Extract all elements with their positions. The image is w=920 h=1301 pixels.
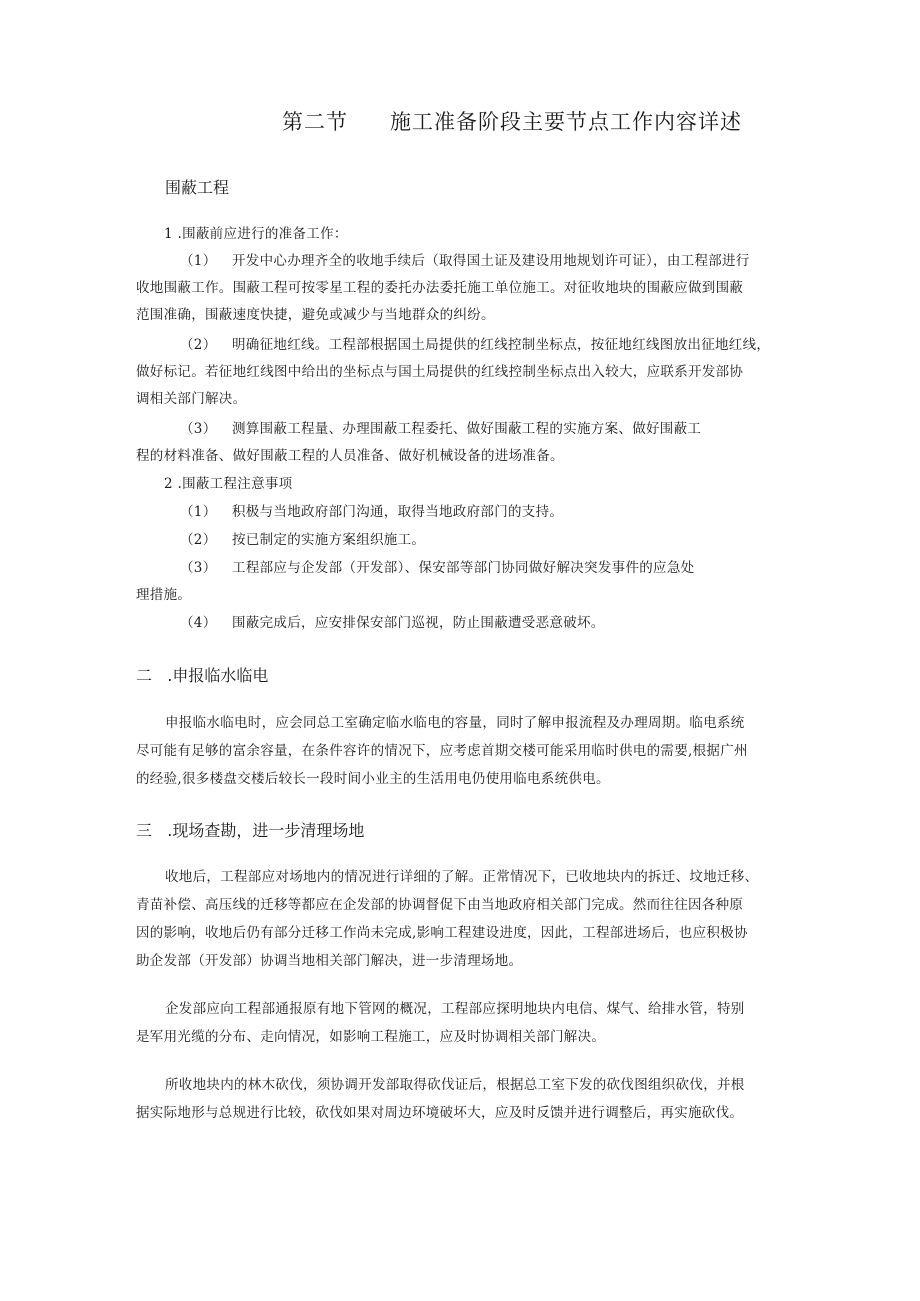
note-4-text: 围蔽完成后，应安排保安部门巡视，防止围蔽遭受恶意破坏。 — [232, 615, 605, 631]
item-1-tag: （1） — [180, 253, 217, 269]
item-3-line-2: 程的材料准备、做好围蔽工程的人员准备、做好机械设备的进场准备。 — [136, 448, 564, 464]
note-4-tag: （4） — [180, 615, 217, 631]
note-2 — [180, 528, 425, 548]
survey-para-1-line-2: 青苗补偿、高压线的迁移等都应在企发部的协调督促下由当地政府相关部门完成。然而往往因各种原 — [136, 897, 744, 913]
note-1-tag: （1） — [180, 504, 217, 520]
note-1-text: 积极与当地政府部门沟通，取得当地政府部门的支持。 — [232, 504, 564, 520]
section-heading-site-survey: 三 .现场查勘，进一步清理场地 — [136, 821, 365, 840]
item-2-text: 明确征地红线。工程部根据国土局提供的红线控制坐标点，按征地红线图放出征地红线， — [232, 337, 771, 353]
utilities-para-line-1: 申报临水临电时，应会同总工室确定临水临电的容量，同时了解申报流程及办理周期。临电系统 — [165, 715, 745, 731]
survey-para-2-line-1: 企发部应向工程部通报原有地下管网的概况，工程部应探明地块内电信、煤气、给排水管，特别 — [165, 1001, 745, 1017]
item-2-tag: （2） — [180, 337, 217, 353]
note-2-tag: （2） — [180, 532, 217, 548]
item-3-tag: （3） — [180, 421, 217, 437]
subheading-notes: 2 .围蔽工程注意事项 — [164, 476, 293, 492]
item-1-line-1 — [180, 249, 750, 269]
survey-para-2-line-2: 是军用光缆的分布、走向情况，如影响工程施工，应及时协调相关部门解决。 — [136, 1029, 606, 1045]
item-1-line-3: 范围准确，围蔽速度快捷，避免或减少与当地群众的纠纷。 — [136, 307, 495, 323]
note-3-text: 工程部应与企发部（开发部）、保安部等部门协同做好解决突发事件的应急处 — [232, 560, 695, 576]
note-3-tag: （3） — [180, 560, 217, 576]
survey-para-1-line-3: 因的影响，收地后仍有部分迁移工作尚未完成,影响工程建设进度，因此，工程部进场后，也应积极协 — [136, 925, 748, 941]
survey-para-1-line-1: 收地后，工程部应对场地内的情况进行详细的了解。正常情况下，已收地块内的拆迁、坟地迁移、 — [165, 869, 759, 885]
subheading-preparation: 1 .围蔽前应进行的准备工作： — [164, 226, 348, 242]
item-3-line-1 — [180, 417, 701, 437]
note-3-line-1 — [180, 556, 694, 576]
utilities-para-line-2: 尽可能有足够的富余容量，在条件容许的情况下，应考虑首期交楼可能采用临时供电的需要,根据广州 — [136, 743, 748, 759]
item-3-text: 测算围蔽工程量、办理围蔽工程委托、做好围蔽工程的实施方案、做好围蔽工 — [232, 421, 702, 437]
section-heading-enclosure: 围蔽工程 — [165, 178, 230, 197]
item-2-line-2: 做好标记。若征地红线图中给出的坐标点与国土局提供的红线控制坐标点出入较大，应联系开发部协 — [136, 364, 744, 380]
survey-para-3-line-2: 据实际地形与总规进行比较，砍伐如果对周边环境破坏大，应及时反馈并进行调整后，再实施砍伐。 — [136, 1105, 744, 1121]
survey-para-3-line-1: 所收地块内的林木砍伐，须协调开发部取得砍伐证后，根据总工室下发的砍伐图组织砍伐，并根 — [165, 1077, 745, 1093]
section-heading-utilities: 二 .申报临水临电 — [136, 666, 269, 685]
item-2-line-1 — [180, 333, 770, 353]
item-1-line-2: 收地围蔽工作。围蔽工程可按零星工程的委托办法委托施工单位施工。对征收地块的围蔽应做到围蔽 — [136, 280, 744, 296]
note-2-text: 按已制定的实施方案组织施工。 — [232, 532, 426, 548]
chapter-title — [282, 106, 742, 136]
item-1-text: 开发中心办理齐全的收地手续后（取得国土证及建设用地规划许可证），由工程部进行 — [232, 253, 750, 269]
note-3-line-2: 理措施。 — [136, 587, 192, 603]
note-4 — [180, 611, 605, 631]
chapter-number: 第二节 — [282, 110, 348, 134]
chapter-title-text: 施工准备阶段主要节点工作内容详述 — [390, 110, 742, 134]
utilities-para-line-3: 的经验,很多楼盘交楼后较长一段时间小业主的生活用电仍使用临电系统供电。 — [136, 771, 610, 787]
item-2-line-3: 调相关部门解决。 — [136, 391, 247, 407]
note-1 — [180, 500, 563, 520]
survey-para-1-line-4: 助企发部（开发部）协调当地相关部门解决，进一步清理场地。 — [136, 953, 523, 969]
